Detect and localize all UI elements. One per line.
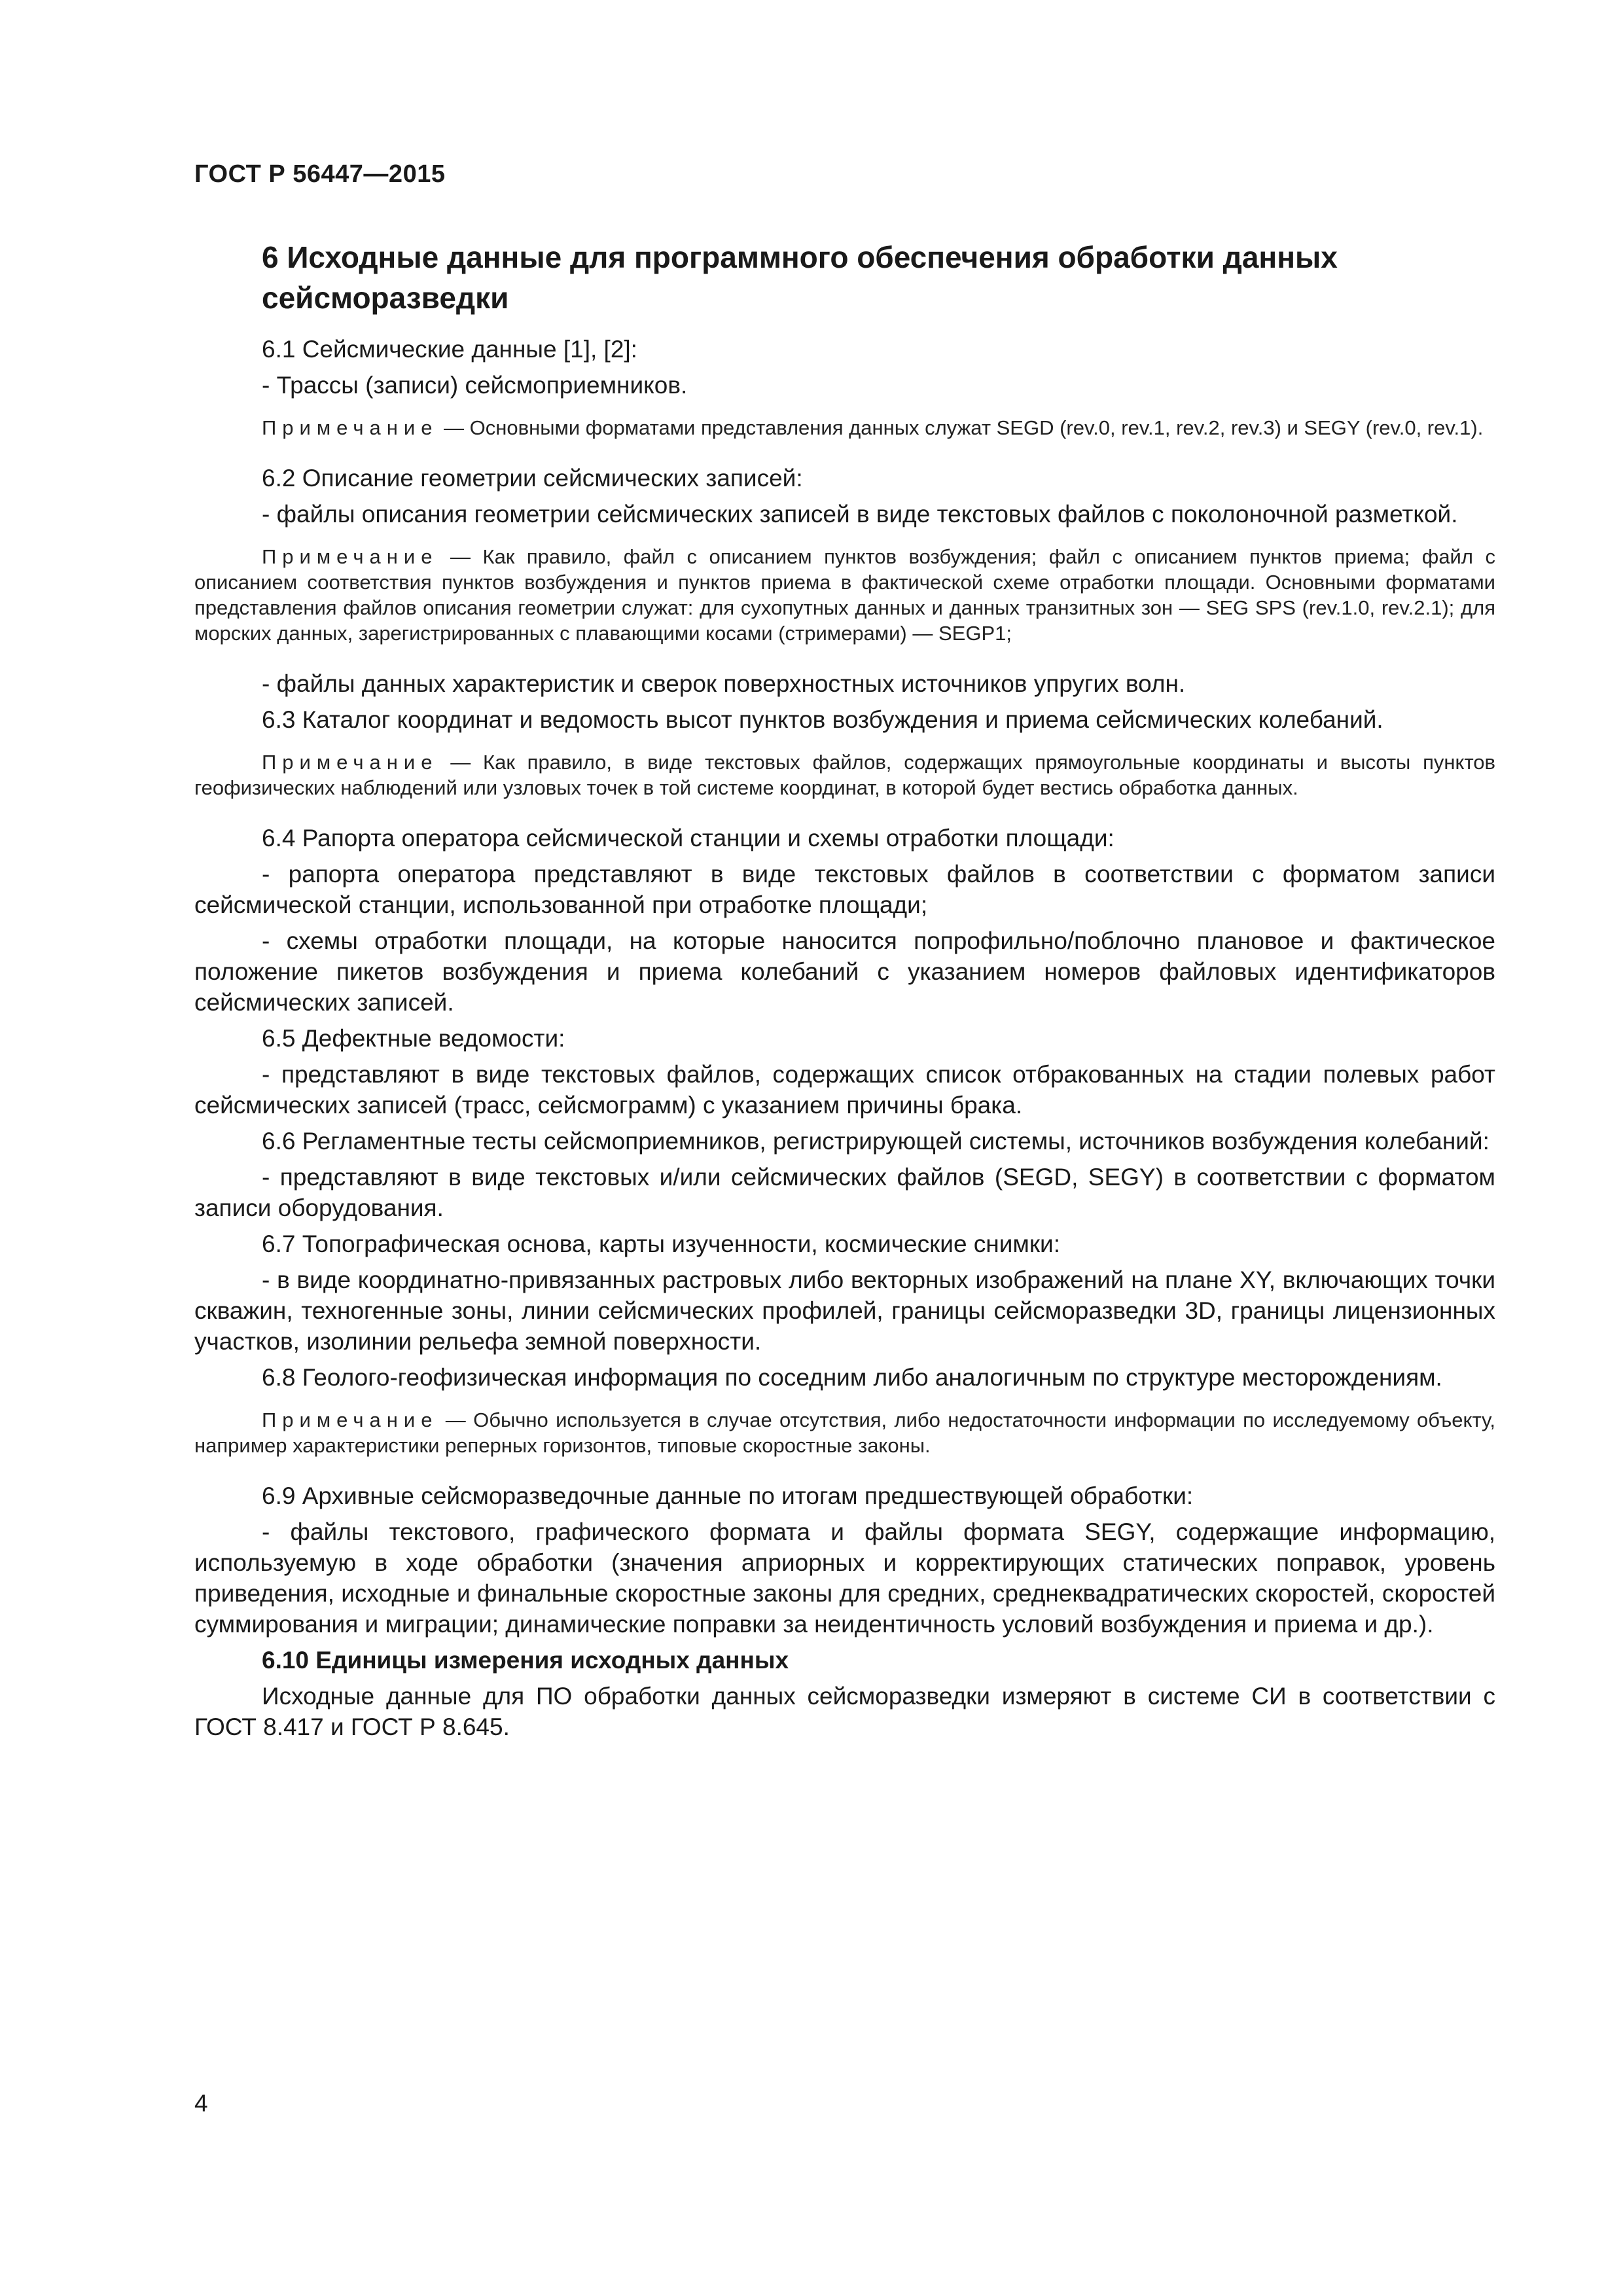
note-4: [194, 1407, 1495, 1458]
paragraph-6-1: 6.1 Сейсмические данные [1], [2]:: [262, 336, 637, 363]
paragraph-6-10: Исходные данные для ПО обработки данных сейсморазведки измеряют в системе СИ в соответствии с ГОСТ 8.417 и ГОСТ Р 8.645.: [194, 1683, 1495, 1740]
note-label: Примечание: [262, 1408, 438, 1431]
note-3: [194, 749, 1495, 800]
paragraph-6-2-item-2: - файлы данных характеристик и сверок поверхностных источников упругих волн.: [262, 670, 1186, 697]
note-text: — Как правило, файл с описанием пунктов возбуждения; файл с описанием пунктов приема; файл с описанием соответствия пунктов возбуждения и пунктов приема в фактической схеме отработки площади. Основными форматами представления файлов описания геометрии служат: для сухопутных данных и данных транзитных зон — SEG SPS (rev.1.0, rev.2.1); для морских данных, зарегистрированных с плавающими косами (стримерами) — SEGP1;: [194, 545, 1495, 645]
subsection-6-10-title: 6.10 Единицы измерения исходных данных: [262, 1647, 789, 1674]
paragraph-6-4-item-1: - рапорта оператора представляют в виде текстовых файлов в соответствии с форматом записи сейсмической станции, использованной при отработке площади;: [194, 861, 1495, 918]
standard-id-header: ГОСТ Р 56447—2015: [194, 160, 446, 188]
paragraph-6-4-item-2: - схемы отработки площади, на которые наносится попрофильно/поблочно плановое и фактическое положение пикетов возбуждения и приема колебаний с указанием номеров файловых идентификаторов сейсмических записей.: [194, 927, 1495, 1016]
paragraph-6-8: 6.8 Геолого-геофизическая информация по соседним либо аналогичным по структуре месторождениям.: [262, 1364, 1442, 1391]
note-2: [194, 544, 1495, 646]
note-label: Примечание: [262, 545, 438, 568]
page-number: 4: [194, 2090, 208, 2117]
note-text: — Обычно используется в случае отсутствия, либо недостаточности информации по исследуемому объекту, например характеристики реперных горизонтов, типовые скоростные законы.: [194, 1408, 1495, 1457]
paragraph-6-2-item: - файлы описания геометрии сейсмических записей в виде текстовых файлов с поколоночной разметкой.: [262, 501, 1458, 528]
paragraph-6-5: 6.5 Дефектные ведомости:: [262, 1025, 565, 1052]
paragraph-6-5-item: - представляют в виде текстовых файлов, содержащих список отбракованных на стадии полевых работ сейсмических записей (трасс, сейсмограмм) с указанием причины брака.: [194, 1061, 1495, 1119]
note-1: [194, 415, 1495, 440]
paragraph-6-7-item: - в виде координатно-привязанных растровых либо векторных изображений на плане XY, включающих точки скважин, техногенные зоны, линии сейсмических профилей, границы сейсморазведки 3D, границы лицензионных участков, изолинии рельефа земной поверхности.: [194, 1266, 1495, 1355]
paragraph-6-9: 6.9 Архивные сейсморазведочные данные по итогам предшествующей обработки:: [262, 1482, 1194, 1509]
paragraph-6-2: 6.2 Описание геометрии сейсмических записей:: [262, 465, 803, 492]
note-text: — Основными форматами представления данных служат SEGD (rev.0, rev.1, rev.2, rev.3) и SEGY (rev.0, rev.1).: [438, 416, 1484, 439]
paragraph-6-6-item: - представляют в виде текстовых и/или сейсмических файлов (SEGD, SEGY) в соответствии с форматом записи оборудования.: [194, 1164, 1495, 1221]
paragraph-6-6: 6.6 Регламентные тесты сейсмоприемников, регистрирующей системы, источников возбуждения колебаний:: [262, 1128, 1489, 1155]
note-text: — Как правило, в виде текстовых файлов, содержащих прямоугольные координаты и высоты пунктов геофизических наблюдений или узловых точек в той системе координат, в которой будет вестись обработка данных.: [194, 751, 1495, 799]
paragraph-6-1-item: - Трассы (записи) сейсмоприемников.: [262, 372, 688, 399]
page-content: [194, 237, 1495, 1748]
section-title: 6 Исходные данные для программного обеспечения обработки данных сейсморазведки: [262, 240, 1338, 315]
paragraph-6-9-item: - файлы текстового, графического формата и файлы формата SEGY, содержащие информацию, используемую в ходе обработки (значения априорных и корректирующих статических поправок, уровень приведения, исходные и финальные скоростные законы для средних, среднеквадратических скоростей, скоростей суммирования и миграции; динамические поправки за неидентичность условий возбуждения и приема и др.).: [194, 1518, 1495, 1638]
paragraph-6-4: 6.4 Рапорта оператора сейсмической станции и схемы отработки площади:: [262, 825, 1115, 852]
note-label: Примечание: [262, 751, 438, 774]
paragraph-6-3: 6.3 Каталог координат и ведомость высот пунктов возбуждения и приема сейсмических колебаний.: [262, 706, 1383, 733]
note-label: Примечание: [262, 416, 438, 439]
paragraph-6-7: 6.7 Топографическая основа, карты изученности, космические снимки:: [262, 1230, 1060, 1257]
